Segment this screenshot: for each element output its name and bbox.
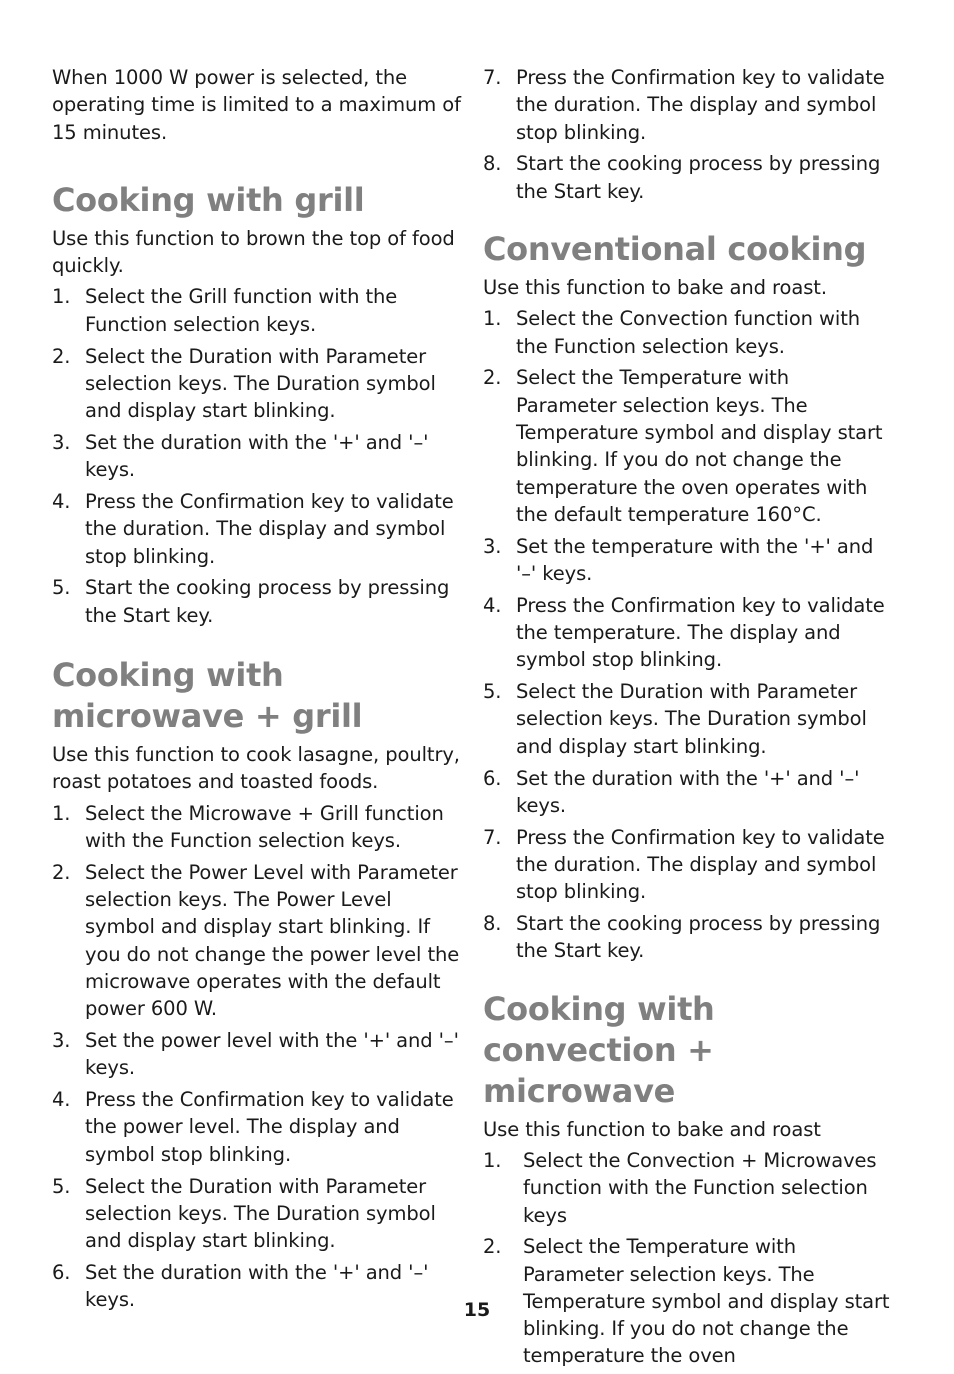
step-number: 2. [483, 1235, 502, 1259]
step-text: Select the Microwave + Grill function with the Function selection keys. [85, 801, 444, 852]
list-item [483, 824, 893, 906]
list-item [52, 1027, 462, 1082]
step-number: 5. [483, 680, 502, 704]
list-item [52, 343, 462, 425]
microwave-grill-intro: Use this function to cook lasagne, poultry, roast potatoes and toasted foods. [52, 743, 460, 794]
list-item [52, 429, 462, 484]
step-number: 2. [52, 344, 71, 368]
step-text: Start the cooking process by pressing the Start key. [516, 912, 881, 963]
step-text: Select the Duration with Parameter selection keys. The Duration symbol and display start blinking. [85, 344, 436, 423]
microwave-grill-steps [52, 800, 462, 1314]
conventional-heading: Conventional cooking [483, 229, 867, 268]
step-text: Select the Power Level with Parameter selection keys. The Power Level symbol and display start blinking. If you do not change the power level the microwave operates with the default power 600 W. [85, 860, 460, 1021]
step-number: 4. [52, 490, 71, 514]
grill-intro: Use this function to brown the top of food quickly. [52, 226, 455, 278]
grill-steps [52, 283, 462, 629]
step-text: Select the Duration with Parameter selection keys. The Duration symbol and display start blinking. [516, 680, 867, 758]
step-text: Set the duration with the '+' and '–' keys. [516, 766, 860, 817]
list-item [483, 150, 893, 205]
step-text: Start the cooking process by pressing the Start key. [85, 576, 450, 627]
step-text: Press the Confirmation key to validate the power level. The display and symbol stop blinking. [85, 1088, 454, 1166]
list-item [483, 592, 893, 674]
step-text: Select the Duration with Parameter selection keys. The Duration symbol and display start blinking. [85, 1174, 436, 1253]
left-column [52, 64, 462, 1318]
step-number: 7. [483, 825, 502, 849]
step-number: 1. [483, 1148, 502, 1172]
list-item [483, 1147, 893, 1229]
list-item [52, 1086, 462, 1168]
step-number: 4. [483, 593, 502, 617]
step-text: Press the Confirmation key to validate the duration. The display and symbol stop blinking. [85, 490, 454, 568]
step-text: Select the Convection + Microwaves function with the Function selection keys [523, 1148, 877, 1227]
conventional-intro: Use this function to bake and roast. [483, 275, 827, 299]
step-number: 7. [483, 66, 502, 89]
step-number: 1. [52, 801, 71, 825]
step-number: 3. [52, 1029, 71, 1053]
list-item [483, 64, 893, 146]
step-number: 6. [483, 766, 502, 790]
list-item [483, 678, 893, 760]
step-number: 4. [52, 1088, 71, 1112]
page-number: 15 [463, 1299, 491, 1321]
grill-heading: Cooking with grill [52, 180, 365, 219]
step-number: 2. [483, 366, 502, 390]
step-number: 8. [483, 152, 502, 176]
list-item [52, 283, 462, 338]
step-text: Select the Grill function with the Function selection keys. [85, 285, 398, 336]
step-number: 2. [52, 860, 71, 884]
step-text: Set the temperature with the '+' and '–' keys. [516, 534, 874, 585]
convection-microwave-heading: Cooking with convection + microwave [483, 989, 715, 1110]
step-number: 5. [52, 576, 71, 600]
list-item [52, 800, 462, 855]
step-text: Set the power level with the '+' and '–' keys. [85, 1029, 459, 1080]
conventional-steps [483, 305, 893, 964]
step-text: Select the Convection function with the Function selection keys. [516, 307, 860, 358]
list-item [52, 488, 462, 570]
step-text: Press the Confirmation key to validate the duration. The display and symbol stop blinking. [516, 825, 885, 904]
step-number: 3. [483, 534, 502, 558]
convection-microwave-steps [483, 1147, 893, 1370]
list-item [52, 859, 462, 1023]
step-text: Set the duration with the '+' and '–' keys. [85, 430, 429, 482]
list-item [483, 364, 893, 528]
convection-microwave-intro: Use this function to bake and roast [483, 1117, 821, 1141]
step-number: 3. [52, 430, 71, 454]
step-text: Select the Temperature with Parameter selection keys. The Temperature symbol and display start blinking. If you do not change the temperature the oven operates with the default temperature 160°C. [516, 366, 883, 526]
step-number: 5. [52, 1174, 71, 1198]
list-item [483, 533, 893, 588]
step-number: 1. [483, 307, 502, 331]
continued-steps [483, 64, 893, 205]
step-text: Start the cooking process by pressing the Start key. [516, 152, 881, 203]
list-item [483, 765, 893, 820]
step-number: 8. [483, 912, 502, 936]
list-item [52, 574, 462, 629]
microwave-grill-heading: Cooking with microwave + grill [52, 656, 363, 736]
power-limit-note: When 1000 W power is selected, the operating time is limited to a maximum of 15 minutes. [52, 66, 461, 144]
step-number: 6. [52, 1260, 71, 1284]
step-text: Press the Confirmation key to validate the duration. The display and symbol stop blinking. [516, 66, 885, 144]
list-item [483, 910, 893, 965]
right-column [483, 64, 893, 1374]
step-text: Set the duration with the '+' and '–' keys. [85, 1260, 429, 1312]
step-text: Select the Temperature with Parameter selection keys. The Temperature symbol and display start blinking. If you do not change the temperature the oven [523, 1235, 890, 1368]
step-text: Press the Confirmation key to validate the temperature. The display and symbol stop blinking. [516, 593, 885, 672]
list-item [483, 305, 893, 360]
list-item [52, 1173, 462, 1255]
step-number: 1. [52, 285, 71, 309]
